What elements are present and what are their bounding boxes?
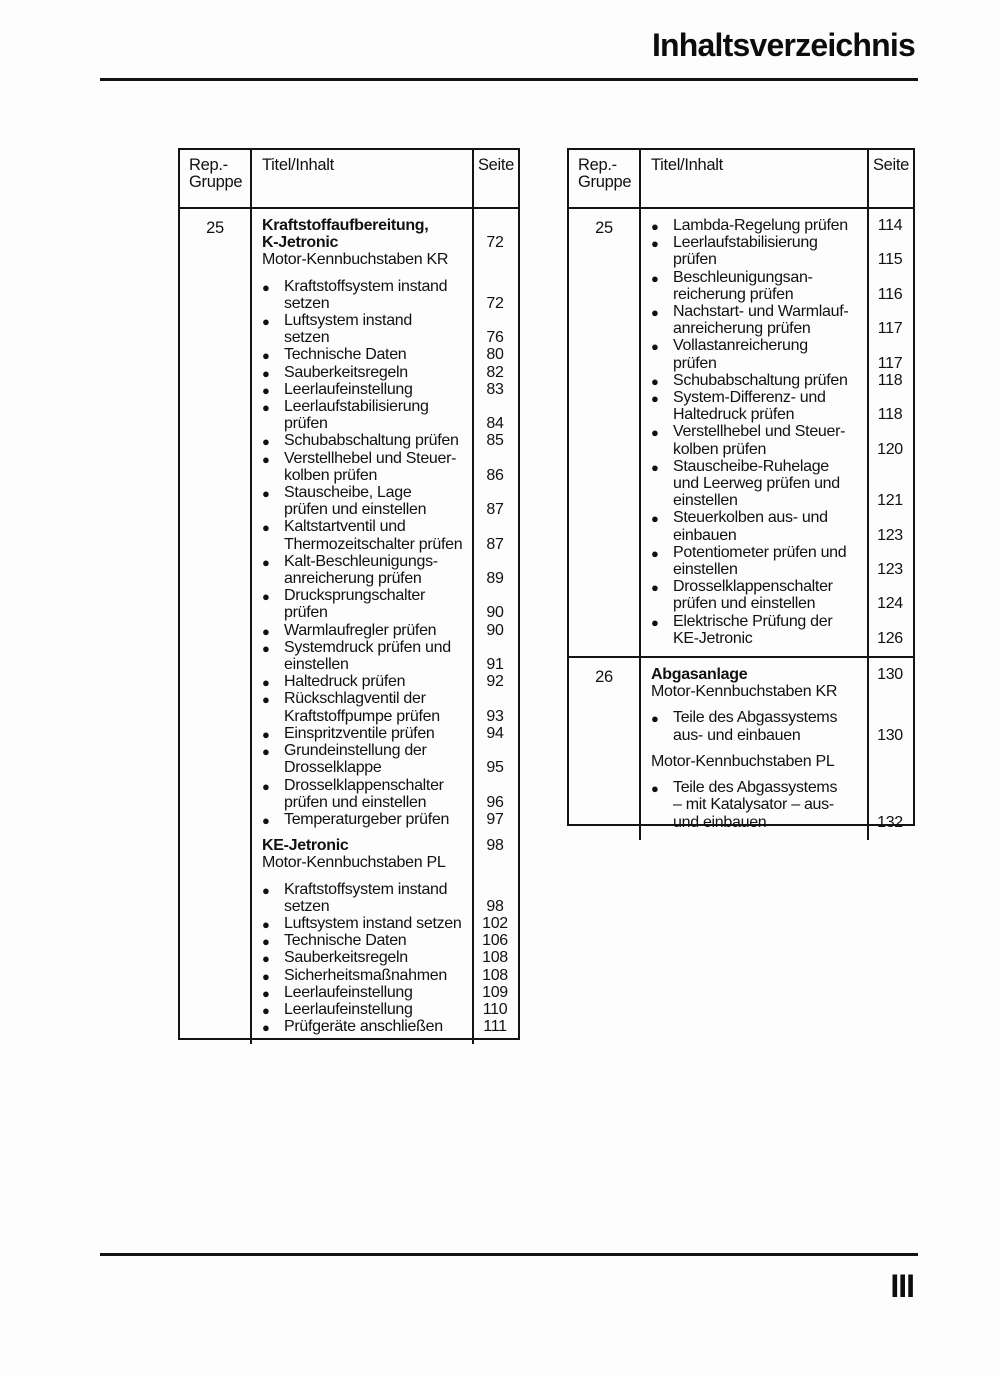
entry-page: 92: [486, 673, 504, 691]
entry-line: Schubabschaltung prüfen: [284, 432, 459, 450]
entry-page: 102: [482, 914, 508, 932]
toc-entry: [641, 700, 913, 743]
entry-line: K-Jetronic: [262, 234, 339, 252]
bullet-icon: ●: [651, 580, 659, 596]
entry-line: Technische Daten: [284, 932, 407, 950]
entry-page: 97: [486, 810, 504, 828]
toc-entry: [252, 450, 518, 484]
entry-page: 87: [486, 501, 504, 519]
page-column-divider: [867, 209, 869, 656]
entry-line: einstellen: [284, 656, 349, 674]
toc-entry: [252, 690, 518, 724]
entry-page: 114: [877, 217, 903, 234]
entry-line: Teile des Abgassystems: [673, 779, 838, 797]
toc-entry: [252, 854, 518, 871]
entry-title: [641, 509, 867, 543]
entry-title: [641, 744, 867, 770]
entry-line: und einbauen: [673, 813, 767, 831]
entry-line: Nachstart- und Warmlauf-: [673, 303, 849, 321]
bullet-icon: ●: [262, 934, 270, 950]
entry-line: Teile des Abgassystems: [673, 709, 838, 727]
toc-entry: [641, 303, 913, 337]
entry-line: – mit Katalysator – aus-: [673, 796, 834, 814]
entry-title: [252, 690, 472, 724]
toc-entry: [252, 932, 518, 949]
entry-line: Systemdruck prüfen und: [284, 638, 451, 656]
entry-line: Verstellhebel und Steuer-: [673, 423, 846, 441]
entry-line: Prüfgeräte anschließen: [284, 1018, 443, 1036]
toc-entry: [252, 432, 518, 449]
header-page-column: Seite: [477, 156, 515, 174]
toc-table-right: [567, 148, 915, 831]
bullet-icon: ●: [262, 314, 270, 330]
bullet-icon: ●: [651, 545, 659, 561]
entry-line: einbauen: [673, 526, 737, 544]
toc-entry: [252, 673, 518, 690]
entry-page: 124: [877, 595, 903, 613]
entry-page: [867, 761, 913, 770]
toc-entry: [641, 217, 913, 234]
entry-line: Drucksprungschalter: [284, 587, 426, 605]
entry-line: Kraftstoffsystem instand: [284, 880, 448, 898]
bullet-icon: ●: [651, 219, 659, 234]
entry-title: [252, 622, 472, 639]
entry-line: einstellen: [673, 492, 738, 510]
entry-line: Luftsystem instand: [284, 312, 412, 330]
entry-page: 89: [486, 570, 504, 588]
bullet-icon: ●: [651, 781, 659, 797]
bullet-icon: ●: [262, 985, 270, 1001]
toc-entry: [252, 587, 518, 621]
entry-title: [252, 811, 472, 828]
entry-line: aus- und einbauen: [673, 726, 801, 744]
bullet-icon: ●: [262, 726, 270, 742]
bullet-icon: ●: [262, 675, 270, 691]
entry-line: Leerlaufeinstellung: [284, 1000, 413, 1018]
entry-page: 87: [486, 535, 504, 553]
entry-line: anreicherung prüfen: [284, 570, 422, 588]
bullet-icon: ●: [651, 511, 659, 527]
entry-title: [252, 450, 472, 484]
entry-title: [252, 854, 472, 871]
entry-title: [641, 303, 867, 337]
entry-page: 115: [877, 251, 903, 269]
toc-entry: [252, 364, 518, 381]
entry-title: [252, 673, 472, 690]
entry-line: kolben prüfen: [284, 466, 378, 484]
entry-line: Leerlaufeinstellung: [284, 380, 413, 398]
entry-title: [252, 742, 472, 776]
entry-page: 130: [877, 666, 903, 684]
toc-entry: [641, 458, 913, 510]
entry-page: 98: [486, 897, 504, 915]
entry-line: Abgasanlage: [651, 666, 748, 684]
toc-entry: [252, 518, 518, 552]
entry-page: 121: [877, 492, 903, 510]
entry-line: Motor-Kennbuchstaben PL: [651, 752, 835, 770]
toc-entry: [252, 742, 518, 776]
bullet-icon: ●: [262, 1002, 270, 1018]
entry-line: Stauscheibe-Ruhelage: [673, 457, 829, 475]
bullet-icon: ●: [262, 348, 270, 364]
page-title: Inhaltsverzeichnis: [651, 27, 915, 63]
entry-line: Vollastanreicherung: [673, 337, 808, 355]
entry-title: [641, 700, 867, 743]
bullet-icon: ●: [262, 554, 270, 570]
entry-line: Steuerkolben aus- und: [673, 509, 828, 527]
entry-title: [252, 949, 472, 966]
entry-line: Drosselklappenschalter: [284, 776, 444, 794]
entry-page: 108: [482, 966, 508, 984]
bullet-icon: ●: [262, 951, 270, 967]
entry-page: 84: [486, 415, 504, 433]
entry-page: 80: [486, 346, 504, 364]
entry-title: [641, 423, 867, 457]
toc-entry: [252, 777, 518, 811]
bullet-icon: ●: [651, 425, 659, 441]
bullet-icon: ●: [262, 486, 270, 502]
entry-page: 72: [486, 234, 504, 252]
toc-section-26: [569, 656, 913, 840]
bullet-icon: ●: [262, 623, 270, 639]
repair-group-number: 25: [180, 209, 252, 1044]
toc-section-25: [180, 209, 518, 1044]
entry-line: Haltedruck prüfen: [673, 406, 795, 424]
entry-line: KE-Jetronic: [673, 629, 753, 647]
toc-table-left: [178, 148, 520, 1040]
entry-line: Elektrische Prüfung der: [673, 612, 833, 630]
toc-entry: [252, 639, 518, 673]
entry-line: Einspritzventile prüfen: [284, 724, 435, 742]
entry-page: 109: [482, 983, 508, 1001]
entry-line: Potentiometer prüfen und: [673, 543, 847, 561]
entry-page: 130: [877, 726, 903, 744]
section-body: [641, 209, 913, 656]
toc-entry: [641, 544, 913, 578]
entry-line: prüfen: [673, 251, 717, 269]
repair-group-number: 25: [569, 209, 641, 656]
entry-title: [641, 770, 867, 831]
entry-title: [252, 553, 472, 587]
toc-entry: [252, 484, 518, 518]
top-rule: [100, 78, 918, 81]
entry-line: prüfen: [284, 604, 328, 622]
entry-line: Kraftstoffaufbereitung,: [262, 217, 429, 234]
toc-entry: [252, 725, 518, 742]
toc-entry: [641, 269, 913, 303]
toc-entry: [252, 967, 518, 984]
bullet-icon: ●: [262, 692, 270, 708]
entry-title: [252, 217, 472, 251]
bullet-icon: ●: [651, 459, 659, 475]
bullet-icon: ●: [262, 589, 270, 605]
entry-line: Drosselklappenschalter: [673, 578, 833, 596]
toc-entry: [252, 915, 518, 932]
entry-page: 82: [486, 363, 504, 381]
header-title-column: Titel/Inhalt: [641, 150, 869, 207]
entry-line: Verstellhebel und Steuer-: [284, 449, 457, 467]
toc-entry: [252, 381, 518, 398]
entry-page: 93: [486, 707, 504, 725]
entry-page: 110: [482, 1000, 508, 1018]
page-number: III: [890, 1268, 914, 1304]
entry-title: [641, 217, 867, 234]
bullet-icon: ●: [262, 434, 270, 450]
entry-line: einstellen: [673, 561, 738, 579]
entry-page: 83: [486, 380, 504, 398]
entry-page: 118: [877, 371, 903, 389]
toc-entry: [252, 312, 518, 346]
entry-page: 117: [877, 320, 903, 338]
section-body: [252, 209, 518, 1044]
page-column-divider: [472, 209, 474, 1044]
entry-page: 94: [486, 724, 504, 742]
toc-entry: [252, 1001, 518, 1018]
bullet-icon: ●: [651, 711, 659, 727]
entry-page: 123: [877, 561, 903, 579]
bullet-icon: ●: [262, 400, 270, 416]
toc-entry: [252, 251, 518, 268]
entry-line: reicherung prüfen: [673, 285, 794, 303]
toc-entry: [252, 1018, 518, 1035]
toc-entry: [641, 770, 913, 831]
toc-entry: [252, 949, 518, 966]
entry-line: Leerlaufstabilisierung: [673, 234, 818, 252]
header-group-column: Rep.-Gruppe: [569, 150, 641, 207]
entry-title: [252, 312, 472, 346]
entry-page: 108: [482, 949, 508, 967]
entry-page: 106: [482, 932, 508, 950]
bullet-icon: ●: [651, 270, 659, 286]
entry-title: [641, 578, 867, 612]
bullet-icon: ●: [262, 451, 270, 467]
toc-entry: [252, 622, 518, 639]
toc-entry: [641, 234, 913, 268]
toc-entry: [641, 578, 913, 612]
entry-page: 126: [877, 629, 903, 647]
toc-entry: [252, 553, 518, 587]
entry-title: [252, 872, 472, 915]
entry-line: setzen: [284, 329, 330, 347]
entry-title: [641, 337, 867, 371]
entry-page: 111: [483, 1018, 507, 1036]
entry-title: [252, 269, 472, 312]
toc-entry: [641, 613, 913, 647]
bullet-icon: ●: [262, 1020, 270, 1036]
toc-entry: [252, 828, 518, 854]
bullet-icon: ●: [651, 236, 659, 252]
toc-entry: [252, 269, 518, 312]
toc-entry: [641, 666, 913, 683]
entry-line: Motor-Kennbuchstaben PL: [262, 854, 446, 872]
toc-entry: [252, 217, 518, 251]
entry-page: 116: [877, 285, 903, 303]
page-column-divider: [867, 658, 869, 840]
entry-line: Motor-Kennbuchstaben KR: [262, 251, 449, 269]
section-body: [641, 658, 913, 840]
entry-title: [252, 587, 472, 621]
toc-entry: [641, 337, 913, 371]
entry-title: [252, 828, 472, 854]
entry-title: [641, 544, 867, 578]
entry-title: [641, 613, 867, 647]
entry-page: 132: [877, 813, 903, 831]
entry-line: prüfen und einstellen: [284, 501, 427, 519]
entry-line: prüfen: [284, 415, 328, 433]
header-title-column: Titel/Inhalt: [252, 150, 474, 207]
entry-line: Temperaturgeber prüfen: [284, 810, 450, 828]
entry-page: 96: [486, 793, 504, 811]
entry-title: [252, 484, 472, 518]
entry-title: [252, 777, 472, 811]
entry-line: Kraftstoffsystem instand: [284, 277, 448, 295]
bullet-icon: ●: [262, 365, 270, 381]
entry-page: 117: [877, 354, 903, 372]
entry-page: 91: [486, 656, 504, 674]
toc-section-25: [569, 209, 913, 656]
table-header-row: [569, 150, 913, 209]
bullet-icon: ●: [262, 812, 270, 828]
entry-line: KE-Jetronic: [262, 837, 349, 855]
toc-entry: [252, 346, 518, 363]
bullet-icon: ●: [262, 916, 270, 932]
bullet-icon: ●: [651, 339, 659, 355]
entry-line: Motor-Kennbuchstaben KR: [651, 683, 838, 701]
header-group-column: Rep.-Gruppe: [180, 150, 252, 207]
entry-line: Leerlaufeinstellung: [284, 983, 413, 1001]
toc-entry: [252, 872, 518, 915]
entry-page: 86: [486, 466, 504, 484]
entry-line: prüfen: [673, 354, 717, 372]
entry-line: setzen: [284, 897, 330, 915]
entry-line: Schubabschaltung prüfen: [673, 371, 848, 389]
entry-page: 118: [877, 406, 903, 424]
toc-entry: [641, 509, 913, 543]
entry-line: System-Differenz- und: [673, 389, 826, 407]
toc-entry: [252, 398, 518, 432]
entry-line: Rückschlagventil der: [284, 690, 426, 708]
bullet-icon: ●: [262, 279, 270, 295]
entry-page: 72: [486, 294, 504, 312]
toc-entry: [641, 744, 913, 770]
bullet-icon: ●: [262, 968, 270, 984]
table-header-row: [180, 150, 518, 209]
entry-line: Kraftstoffpumpe prüfen: [284, 707, 440, 725]
bullet-icon: ●: [651, 614, 659, 630]
bullet-icon: ●: [262, 640, 270, 656]
entry-title: [641, 666, 867, 683]
bullet-icon: ●: [262, 520, 270, 536]
entry-line: Kalt-Beschleunigungs-: [284, 552, 438, 570]
entry-title: [252, 1001, 472, 1018]
entry-line: setzen: [284, 294, 330, 312]
bullet-icon: ●: [651, 373, 659, 389]
entry-line: prüfen und einstellen: [673, 595, 816, 613]
entry-title: [252, 381, 472, 398]
entry-page: 76: [486, 329, 504, 347]
entry-title: [641, 269, 867, 303]
entry-line: Thermozeitschalter prüfen: [284, 535, 463, 553]
entry-title: [252, 1018, 472, 1035]
entry-line: Grundeinstellung der: [284, 742, 427, 760]
entry-title: [252, 432, 472, 449]
entry-line: kolben prüfen: [673, 440, 767, 458]
entry-title: [252, 518, 472, 552]
entry-line: Stauscheibe, Lage: [284, 484, 412, 502]
entry-line: Haltedruck prüfen: [284, 673, 406, 691]
entry-title: [641, 234, 867, 268]
entry-line: prüfen und einstellen: [284, 793, 427, 811]
entry-line: und Leerweg prüfen und: [673, 475, 840, 493]
toc-entry: [641, 683, 913, 700]
toc-entry: [252, 811, 518, 828]
entry-title: [252, 398, 472, 432]
entry-line: Beschleunigungsan-: [673, 268, 813, 286]
entry-title: [252, 967, 472, 984]
entry-title: [641, 389, 867, 423]
entry-title: [641, 372, 867, 389]
bullet-icon: ●: [651, 391, 659, 407]
entry-title: [252, 984, 472, 1001]
entry-line: Sauberkeitsregeln: [284, 363, 408, 381]
entry-line: Leerlaufstabilisierung: [284, 398, 429, 416]
entry-title: [252, 725, 472, 742]
entry-line: Warmlaufregler prüfen: [284, 621, 437, 639]
entry-title: [252, 639, 472, 673]
entry-title: [252, 915, 472, 932]
entry-title: [252, 932, 472, 949]
header-page-column: Seite: [872, 156, 910, 174]
entry-page: 90: [486, 621, 504, 639]
toc-entry: [641, 423, 913, 457]
bullet-icon: ●: [262, 744, 270, 760]
entry-line: Lambda-Regelung prüfen: [673, 217, 848, 234]
entry-line: Sicherheitsmaßnahmen: [284, 966, 447, 984]
entry-page: 85: [486, 432, 504, 450]
bottom-rule: [100, 1253, 918, 1256]
entry-title: [252, 346, 472, 363]
bullet-icon: ●: [262, 382, 270, 398]
bullet-icon: ●: [262, 882, 270, 898]
toc-entry: [252, 984, 518, 1001]
entry-line: Drosselklappe: [284, 759, 382, 777]
entry-line: Technische Daten: [284, 346, 407, 364]
entry-line: anreicherung prüfen: [673, 320, 811, 338]
entry-page: 98: [486, 837, 504, 855]
bullet-icon: ●: [651, 305, 659, 321]
toc-entry: [641, 389, 913, 423]
repair-group-number: 26: [569, 658, 641, 840]
entry-line: Sauberkeitsregeln: [284, 949, 408, 967]
entry-page: 95: [486, 759, 504, 777]
entry-page: 90: [486, 604, 504, 622]
toc-entry: [641, 372, 913, 389]
entry-title: [641, 458, 867, 510]
entry-title: [252, 251, 472, 268]
entry-line: Kaltstartventil und: [284, 518, 406, 536]
entry-page: 120: [877, 440, 903, 458]
entry-line: Luftsystem instand setzen: [284, 914, 462, 932]
entry-title: [252, 364, 472, 381]
bullet-icon: ●: [262, 778, 270, 794]
entry-page: 123: [877, 526, 903, 544]
entry-title: [641, 683, 867, 700]
